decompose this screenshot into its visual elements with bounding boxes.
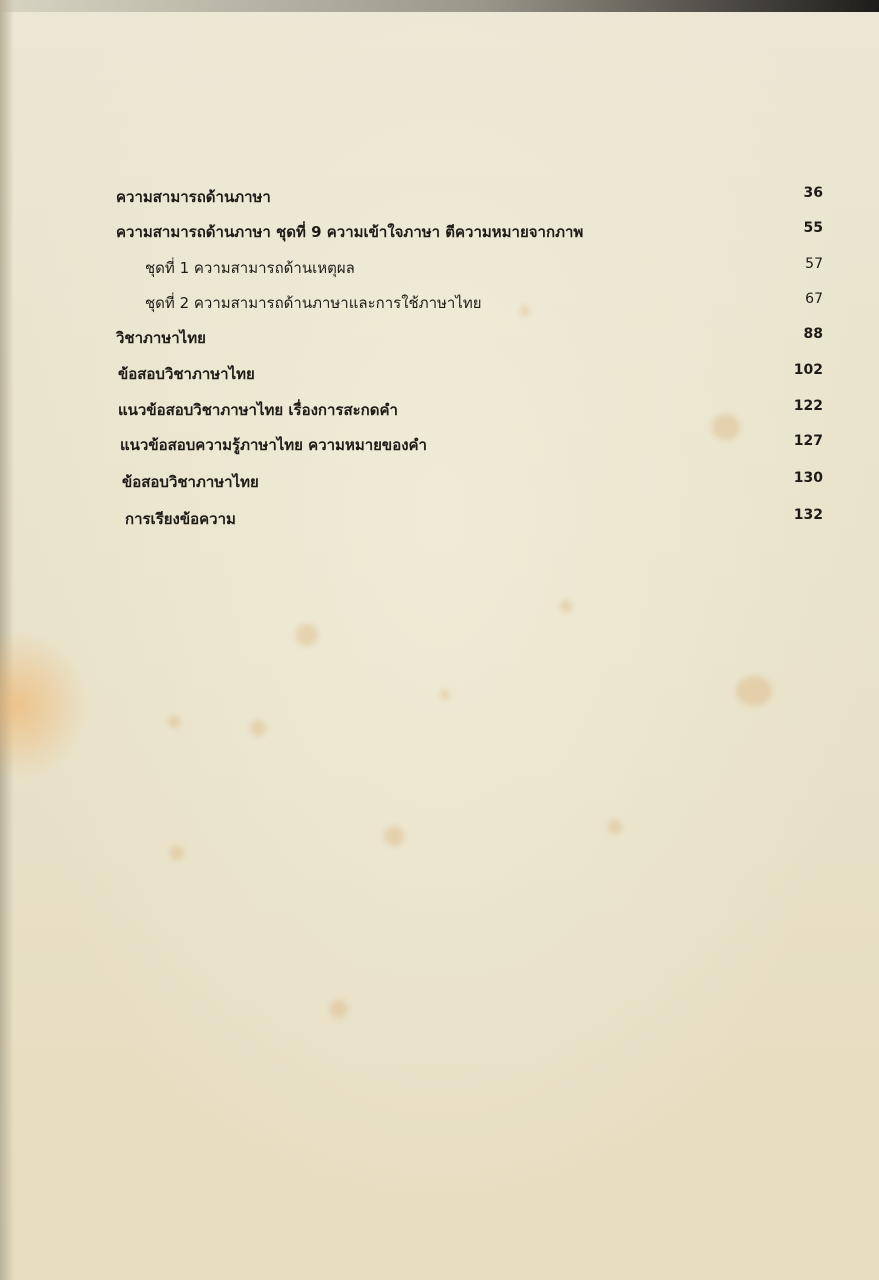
toc-entry-title: ข้อสอบวิชาภาษาไทย bbox=[122, 473, 259, 491]
toc-entry-title: วิชาภาษาไทย bbox=[116, 329, 206, 347]
stain bbox=[250, 720, 266, 736]
toc-entry-title: ชุดที่ 2 ความสามารถด้านภาษาและการใช้ภาษาไทย bbox=[145, 294, 482, 312]
toc-entry-page: 88 bbox=[803, 326, 823, 342]
toc-entry-title: แนวข้อสอบความรู้ภาษาไทย ความหมายของคำ bbox=[120, 436, 427, 454]
stain bbox=[296, 624, 318, 646]
stain bbox=[384, 826, 404, 846]
toc-entry bbox=[0, 185, 879, 209]
page-top-edge bbox=[0, 0, 879, 12]
toc-entry-title: ความสามารถด้านภาษา bbox=[116, 188, 271, 206]
stain bbox=[170, 846, 184, 860]
toc-entry bbox=[0, 507, 879, 531]
toc-entry bbox=[0, 291, 879, 315]
toc-entry-title: ข้อสอบวิชาภาษาไทย bbox=[118, 365, 255, 383]
toc-entry-page: 132 bbox=[793, 507, 823, 523]
toc-entry bbox=[0, 220, 879, 244]
toc-entry-page: 102 bbox=[793, 362, 823, 378]
toc-entry-page: 127 bbox=[793, 433, 823, 449]
toc-entry bbox=[0, 362, 879, 386]
toc-entry-title: แนวข้อสอบวิชาภาษาไทย เรื่องการสะกดคำ bbox=[118, 401, 398, 419]
toc-entry-title: ชุดที่ 1 ความสามารถด้านเหตุผล bbox=[145, 259, 355, 277]
toc-entry-page: 57 bbox=[805, 256, 823, 272]
stain bbox=[736, 676, 772, 706]
toc-entry bbox=[0, 256, 879, 280]
stain bbox=[168, 716, 180, 728]
stain bbox=[330, 1000, 348, 1018]
stain bbox=[440, 690, 450, 700]
toc-entry-page: 55 bbox=[803, 220, 823, 236]
toc-entry-title: การเรียงข้อความ bbox=[125, 510, 236, 528]
toc-entry bbox=[0, 470, 879, 494]
toc-entry-page: 122 bbox=[793, 398, 823, 414]
toc-entry-page: 130 bbox=[793, 470, 823, 486]
toc-entry bbox=[0, 433, 879, 457]
toc-entry-page: 36 bbox=[803, 185, 823, 201]
toc-entry-title: ความสามารถด้านภาษา ชุดที่ 9 ความเข้าใจภาษา ตีความหมายจากภาพ bbox=[116, 223, 584, 241]
light-glare bbox=[0, 630, 90, 780]
toc-entry-page: 67 bbox=[805, 291, 823, 307]
toc-entry bbox=[0, 398, 879, 422]
stain bbox=[560, 600, 572, 612]
stain bbox=[608, 820, 622, 834]
toc-entry bbox=[0, 326, 879, 350]
